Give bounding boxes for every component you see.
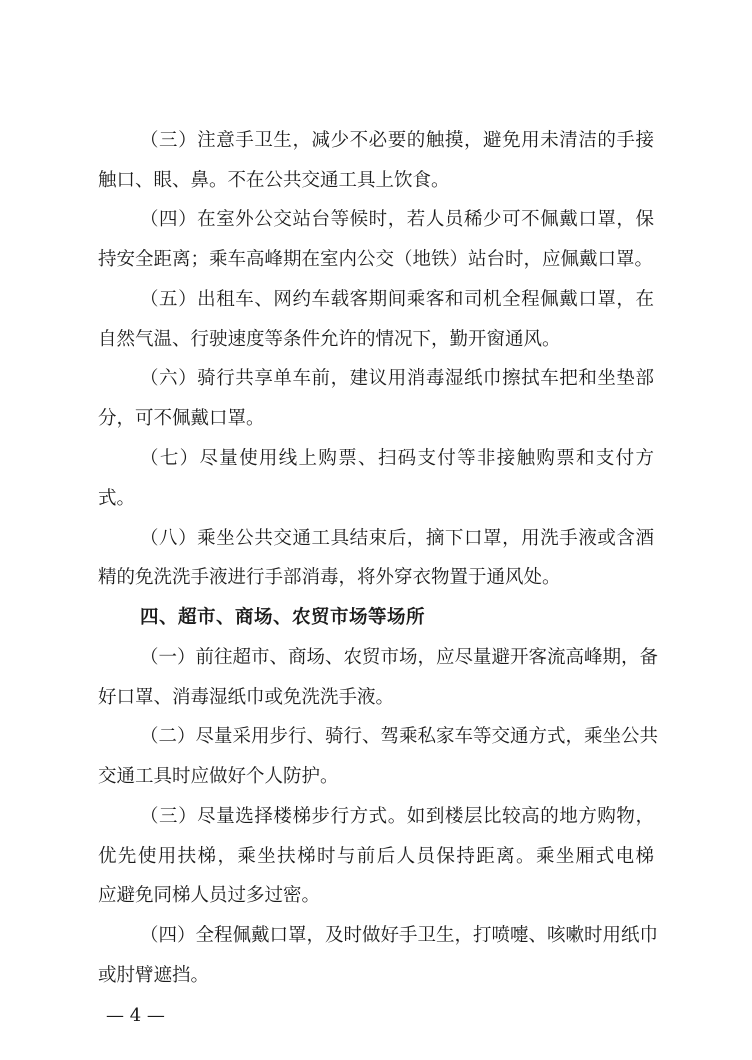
paragraph-line: （四）在室外公交站台等候时，若人员稀少可不佩戴口罩，保 [140,209,654,230]
paragraph-line: （七）尽量使用线上购票、扫码支付等非接触购票和支付方 [140,448,654,469]
paragraph-line: （三）尽量选择楼梯步行方式。如到楼层比较高的地方购物， [140,806,654,827]
paragraph-line: 优先使用扶梯，乘坐扶梯时与前后人员保持距离。乘坐厢式电梯 [98,846,654,867]
paragraph-line: 分，可不佩戴口罩。 [98,408,265,429]
paragraph-line: 交通工具时应做好个人防护。 [98,766,339,787]
paragraph-line: 或肘臂遮挡。 [98,965,210,986]
paragraph-line: （八）乘坐公共交通工具结束后，摘下口罩，用洗手液或含酒 [140,528,654,549]
paragraph-line: 自然气温、行驶速度等条件允许的情况下，勤开窗通风。 [98,329,561,350]
paragraph-line: （三）注意手卫生，减少不必要的触摸，避免用未清洁的手接 [140,130,654,151]
paragraph-line: （六）骑行共享单车前，建议用消毒湿纸巾擦拭车把和坐垫部 [140,368,654,389]
paragraph-line: 持安全距离；乘车高峰期在室内公交（地铁）站台时，应佩戴口罩。 [98,249,654,270]
paragraph-line: 好口罩、消毒湿纸巾或免洗洗手液。 [98,687,395,708]
paragraph-line: 应避免同梯人员过多过密。 [98,885,321,906]
paragraph-line: （二）尽量采用步行、骑行、驾乘私家车等交通方式，乘坐公共 [140,726,659,747]
paragraph-line: （五）出租车、网约车载客期间乘客和司机全程佩戴口罩，在 [140,289,654,310]
section-heading: 四、超市、商场、农贸市场等场所 [140,607,426,628]
page-number: — 4 — [106,1005,165,1026]
paragraph-line: （一）前往超市、商场、农贸市场，应尽量避开客流高峰期，备 [140,647,659,668]
paragraph-line: 精的免洗洗手液进行手部消毒，将外穿衣物置于通风处。 [98,567,561,588]
paragraph-line: 式。 [98,488,136,509]
paragraph-line: 触口、眼、鼻。不在公共交通工具上饮食。 [98,170,450,191]
paragraph-line: （四）全程佩戴口罩，及时做好手卫生，打喷嚏、咳嗽时用纸巾 [140,925,659,946]
